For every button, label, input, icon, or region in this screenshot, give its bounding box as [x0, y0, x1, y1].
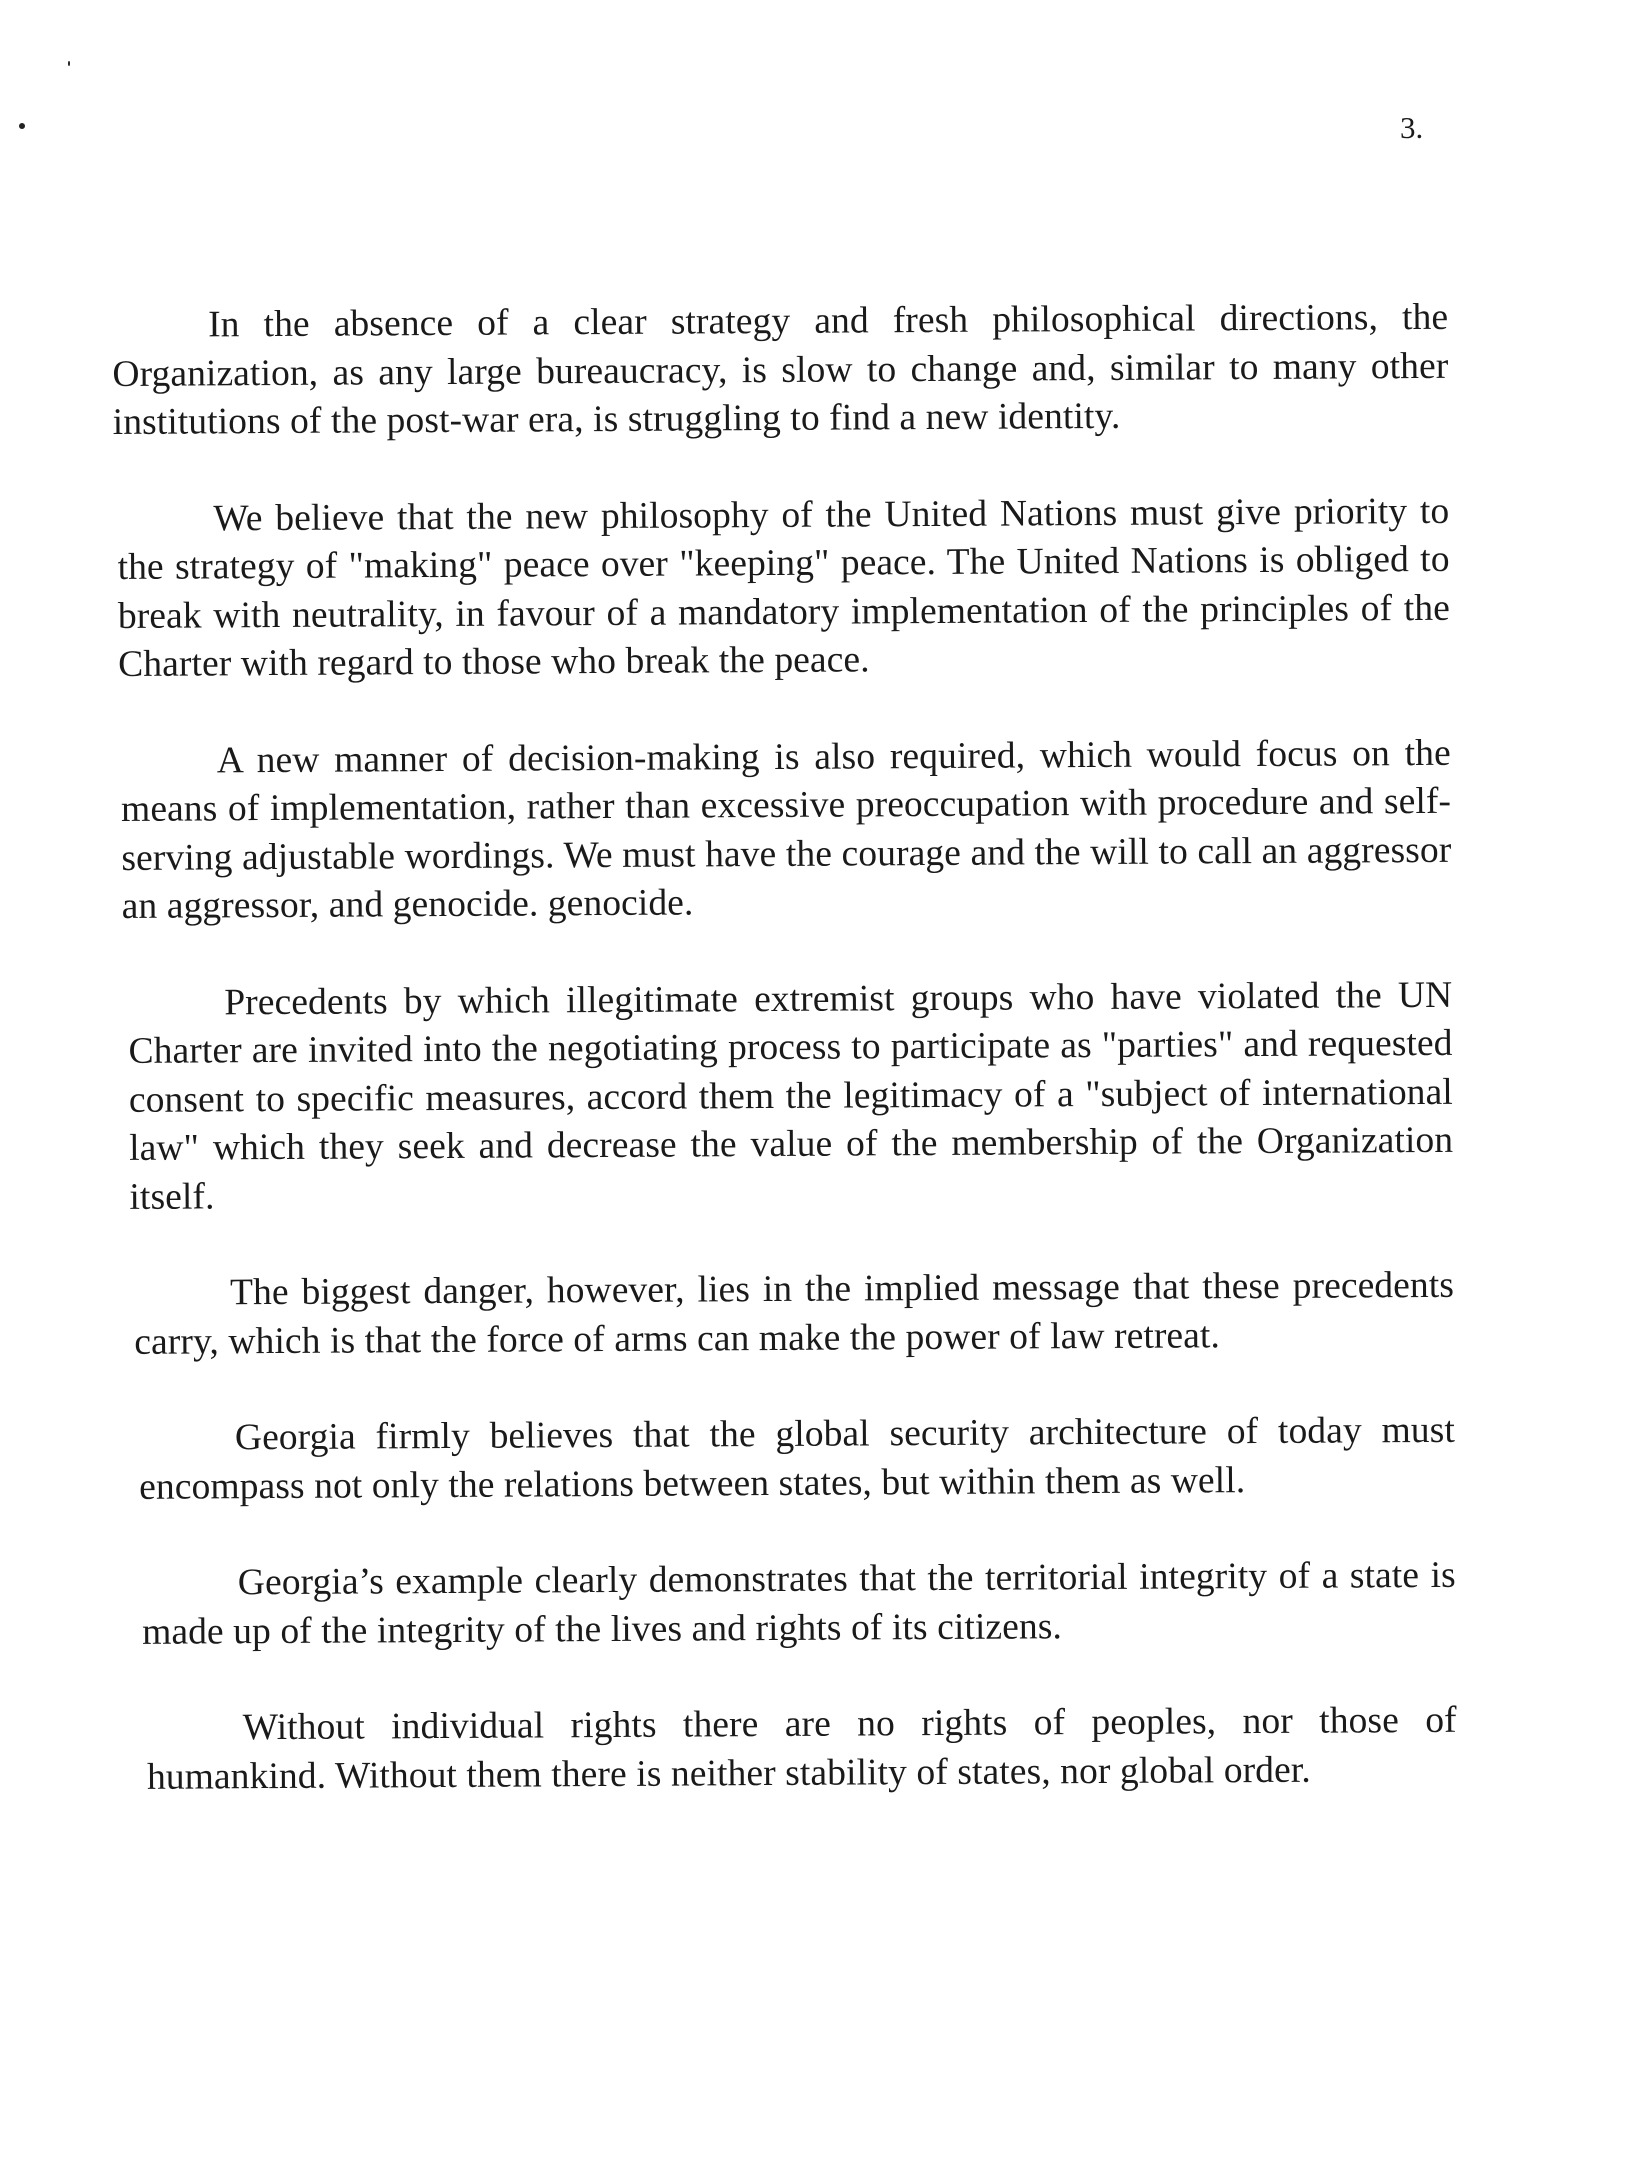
paragraph: A new manner of decision-making is also required, which would focus on the means of implementation, rather than excessive preoccupation with procedure and self-serving adjustable wordings. We must have the courage and the will to call an aggressor an aggressor, and genocide. genocide.: [120, 732, 1452, 927]
paragraph: Georgia’s example clearly demonstrates that the territorial integrity of a state is made up of the integrity of the lives and rights of its citizens.: [141, 1554, 1456, 1653]
paragraph: Georgia firmly believes that the global security architecture of today must encompass not only the relations between states, but within them as well.: [139, 1409, 1456, 1508]
paragraph: Without individual rights there are no rights of peoples, nor those of humankind. Without them there is neither stability of states, nor global order.: [146, 1699, 1457, 1798]
body-text: [112, 294, 1457, 1850]
page-number: 3.: [1400, 110, 1424, 145]
scan-speck: [19, 123, 25, 129]
scan-speck: [68, 61, 70, 66]
paragraph: Precedents by which illegitimate extremist groups who have violated the UN Charter are invited into the negotiating process to participate as "parties" and requested consent to specific measures, accord them the legitimacy of a "subject of international law" which they seek and decrease the value of the membership of the Organization itself.: [128, 974, 1454, 1218]
paragraph: The biggest danger, however, lies in the implied message that these precedents carry, which is that the force of arms can make the power of law retreat.: [134, 1264, 1455, 1363]
paragraph: In the absence of a clear strategy and fresh philosophical directions, the Organization, as any large bureaucracy, is slow to change and, similar to many other institutions of the post-war era, is struggling to find a new identity.: [112, 296, 1449, 443]
paragraph: We believe that the new philosophy of the United Nations must give priority to the strategy of "making" peace over "keeping" peace. The United Nations is obliged to break with neutrality, in favour of a mandatory implementation of the principles of the Charter with regard to those who break the peace.: [117, 490, 1451, 685]
